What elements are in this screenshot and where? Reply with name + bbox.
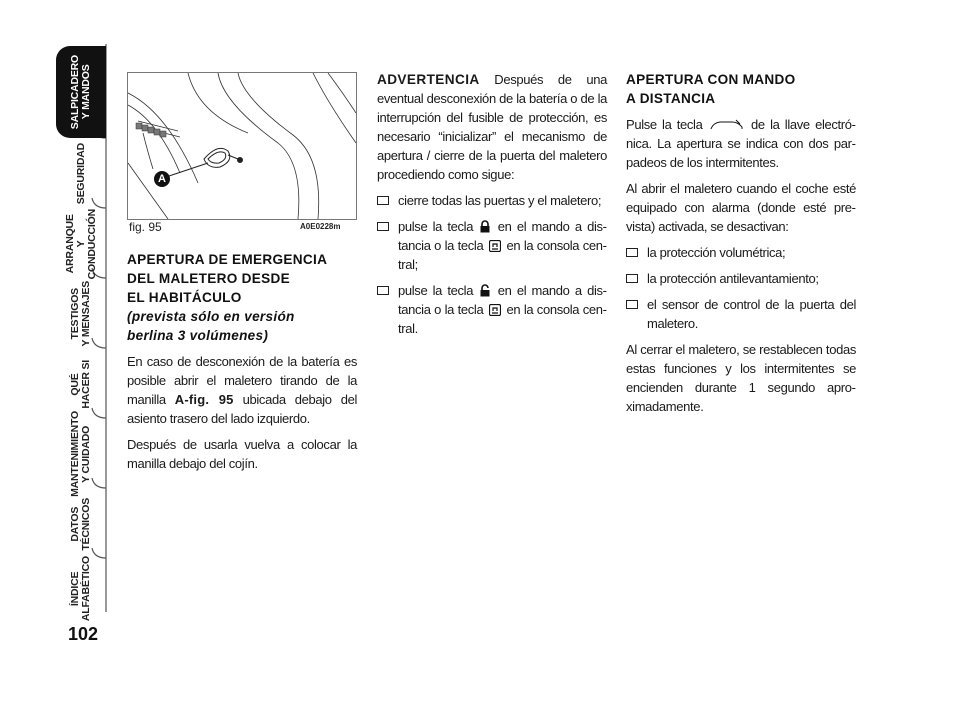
trunk-key-icon bbox=[710, 119, 744, 131]
figure-caption: fig. 95 bbox=[129, 220, 162, 234]
tab-indice[interactable] bbox=[58, 556, 104, 622]
checkbox-bullet-icon bbox=[626, 248, 638, 257]
tab-salpicadero[interactable] bbox=[56, 46, 106, 138]
tab-label: DATOS TÉCNICOS bbox=[69, 497, 92, 551]
console-lock-icon bbox=[489, 304, 501, 316]
lock-closed-icon bbox=[480, 220, 490, 233]
list-item: pulse la tecla en el mando a distancia o la tecla en la consola central; bbox=[377, 217, 607, 274]
tab-label: TESTIGOS Y MENSAJES bbox=[69, 281, 92, 347]
tab-testigos[interactable] bbox=[58, 280, 104, 348]
paragraph: Al cerrar el maletero, se restablecen todas estas funciones y los intermitentes se encienden durante 1 segundo aproximadamente. bbox=[626, 342, 856, 414]
checkbox-bullet-icon bbox=[626, 300, 638, 309]
checkbox-bullet-icon bbox=[626, 274, 638, 283]
section-heading-line: APERTURA CON MANDO bbox=[626, 72, 796, 87]
checkbox-bullet-icon bbox=[377, 196, 389, 205]
list-item: la protección volumétrica; bbox=[626, 243, 856, 262]
chapter-tabs bbox=[0, 0, 112, 709]
lock-open-icon bbox=[480, 284, 490, 297]
tab-label: ÍNDICE ALFABÉTICO bbox=[69, 556, 92, 622]
seat-illustration bbox=[128, 73, 356, 219]
section-heading-line: A DISTANCIA bbox=[626, 91, 716, 106]
tab-label: MANTENIMIENTO Y CUIDADO bbox=[69, 411, 92, 497]
section-heading-line: EL HABITÁCULO bbox=[127, 290, 242, 305]
checkbox-bullet-icon bbox=[377, 222, 389, 231]
list-item: pulse la tecla en el mando a distancia o la tecla en la consola central. bbox=[377, 281, 607, 338]
figure-code: A0E0228m bbox=[300, 222, 341, 231]
tab-label: ARRANQUE Y CONDUCCIÓN bbox=[63, 208, 98, 280]
section-subheading-line: berlina 3 volúmenes) bbox=[127, 328, 269, 343]
paragraph: Pulse la tecla de la llave electrónica. La apertura se indica con dos parpadeos de los intermitentes. bbox=[626, 117, 856, 170]
warning-label: ADVERTENCIA bbox=[377, 72, 480, 87]
section-heading-line: DEL MALETERO DESDE bbox=[127, 271, 291, 286]
page-number: 102 bbox=[67, 624, 99, 644]
list-item: la protección antilevantamiento; bbox=[626, 269, 856, 288]
paragraph: Después de usarla vuelva a colocar la manilla debajo del cojín. bbox=[127, 437, 357, 471]
callout-a-label: A bbox=[158, 173, 166, 185]
warning-paragraph: ADVERTENCIA Después de una eventual desconexión de la batería o de la interrupción del fusible de protección, es necesario “inicializar” el mecanismo de apertura / cierre de la puerta del maletero procediendo como sigue: bbox=[377, 72, 607, 182]
section-emergency-opening bbox=[127, 250, 357, 473]
section-heading-line: APERTURA DE EMERGENCIA bbox=[127, 252, 328, 267]
tab-seguridad[interactable] bbox=[58, 140, 104, 208]
list-item: cierre todas las puertas y el maletero; bbox=[377, 191, 607, 210]
tab-que-hacer[interactable] bbox=[58, 350, 104, 418]
paragraph: Al abrir el maletero cuando el coche esté equipado con alarma (donde esté prevista) activada, se desactivan: bbox=[626, 181, 856, 234]
tab-mantenimiento[interactable] bbox=[58, 411, 104, 497]
figure-reference: A-fig. 95 bbox=[174, 392, 234, 407]
console-lock-icon bbox=[489, 240, 501, 252]
tab-label: SEGURIDAD bbox=[74, 143, 87, 205]
list-item: el sensor de control de la puerta del maletero. bbox=[626, 295, 856, 333]
checkbox-bullet-icon bbox=[377, 286, 389, 295]
tab-label: QUÉ HACER SI bbox=[69, 359, 92, 409]
tab-datos[interactable] bbox=[58, 490, 104, 558]
tab-label: SALPICADERO Y MANDOS bbox=[69, 54, 92, 130]
paragraph: En caso de desconexión de la batería es posible abrir el maletero tirando de la manilla A-fig. 95 ubicada debajo del asiento trasero del lado izquierdo. bbox=[127, 354, 357, 426]
figure-rear-seat-handle bbox=[127, 72, 357, 220]
section-warning bbox=[377, 70, 607, 338]
tab-arranque[interactable] bbox=[58, 210, 104, 278]
section-subheading-line: (prevista sólo en versión bbox=[127, 309, 295, 324]
section-remote-opening bbox=[626, 70, 856, 416]
